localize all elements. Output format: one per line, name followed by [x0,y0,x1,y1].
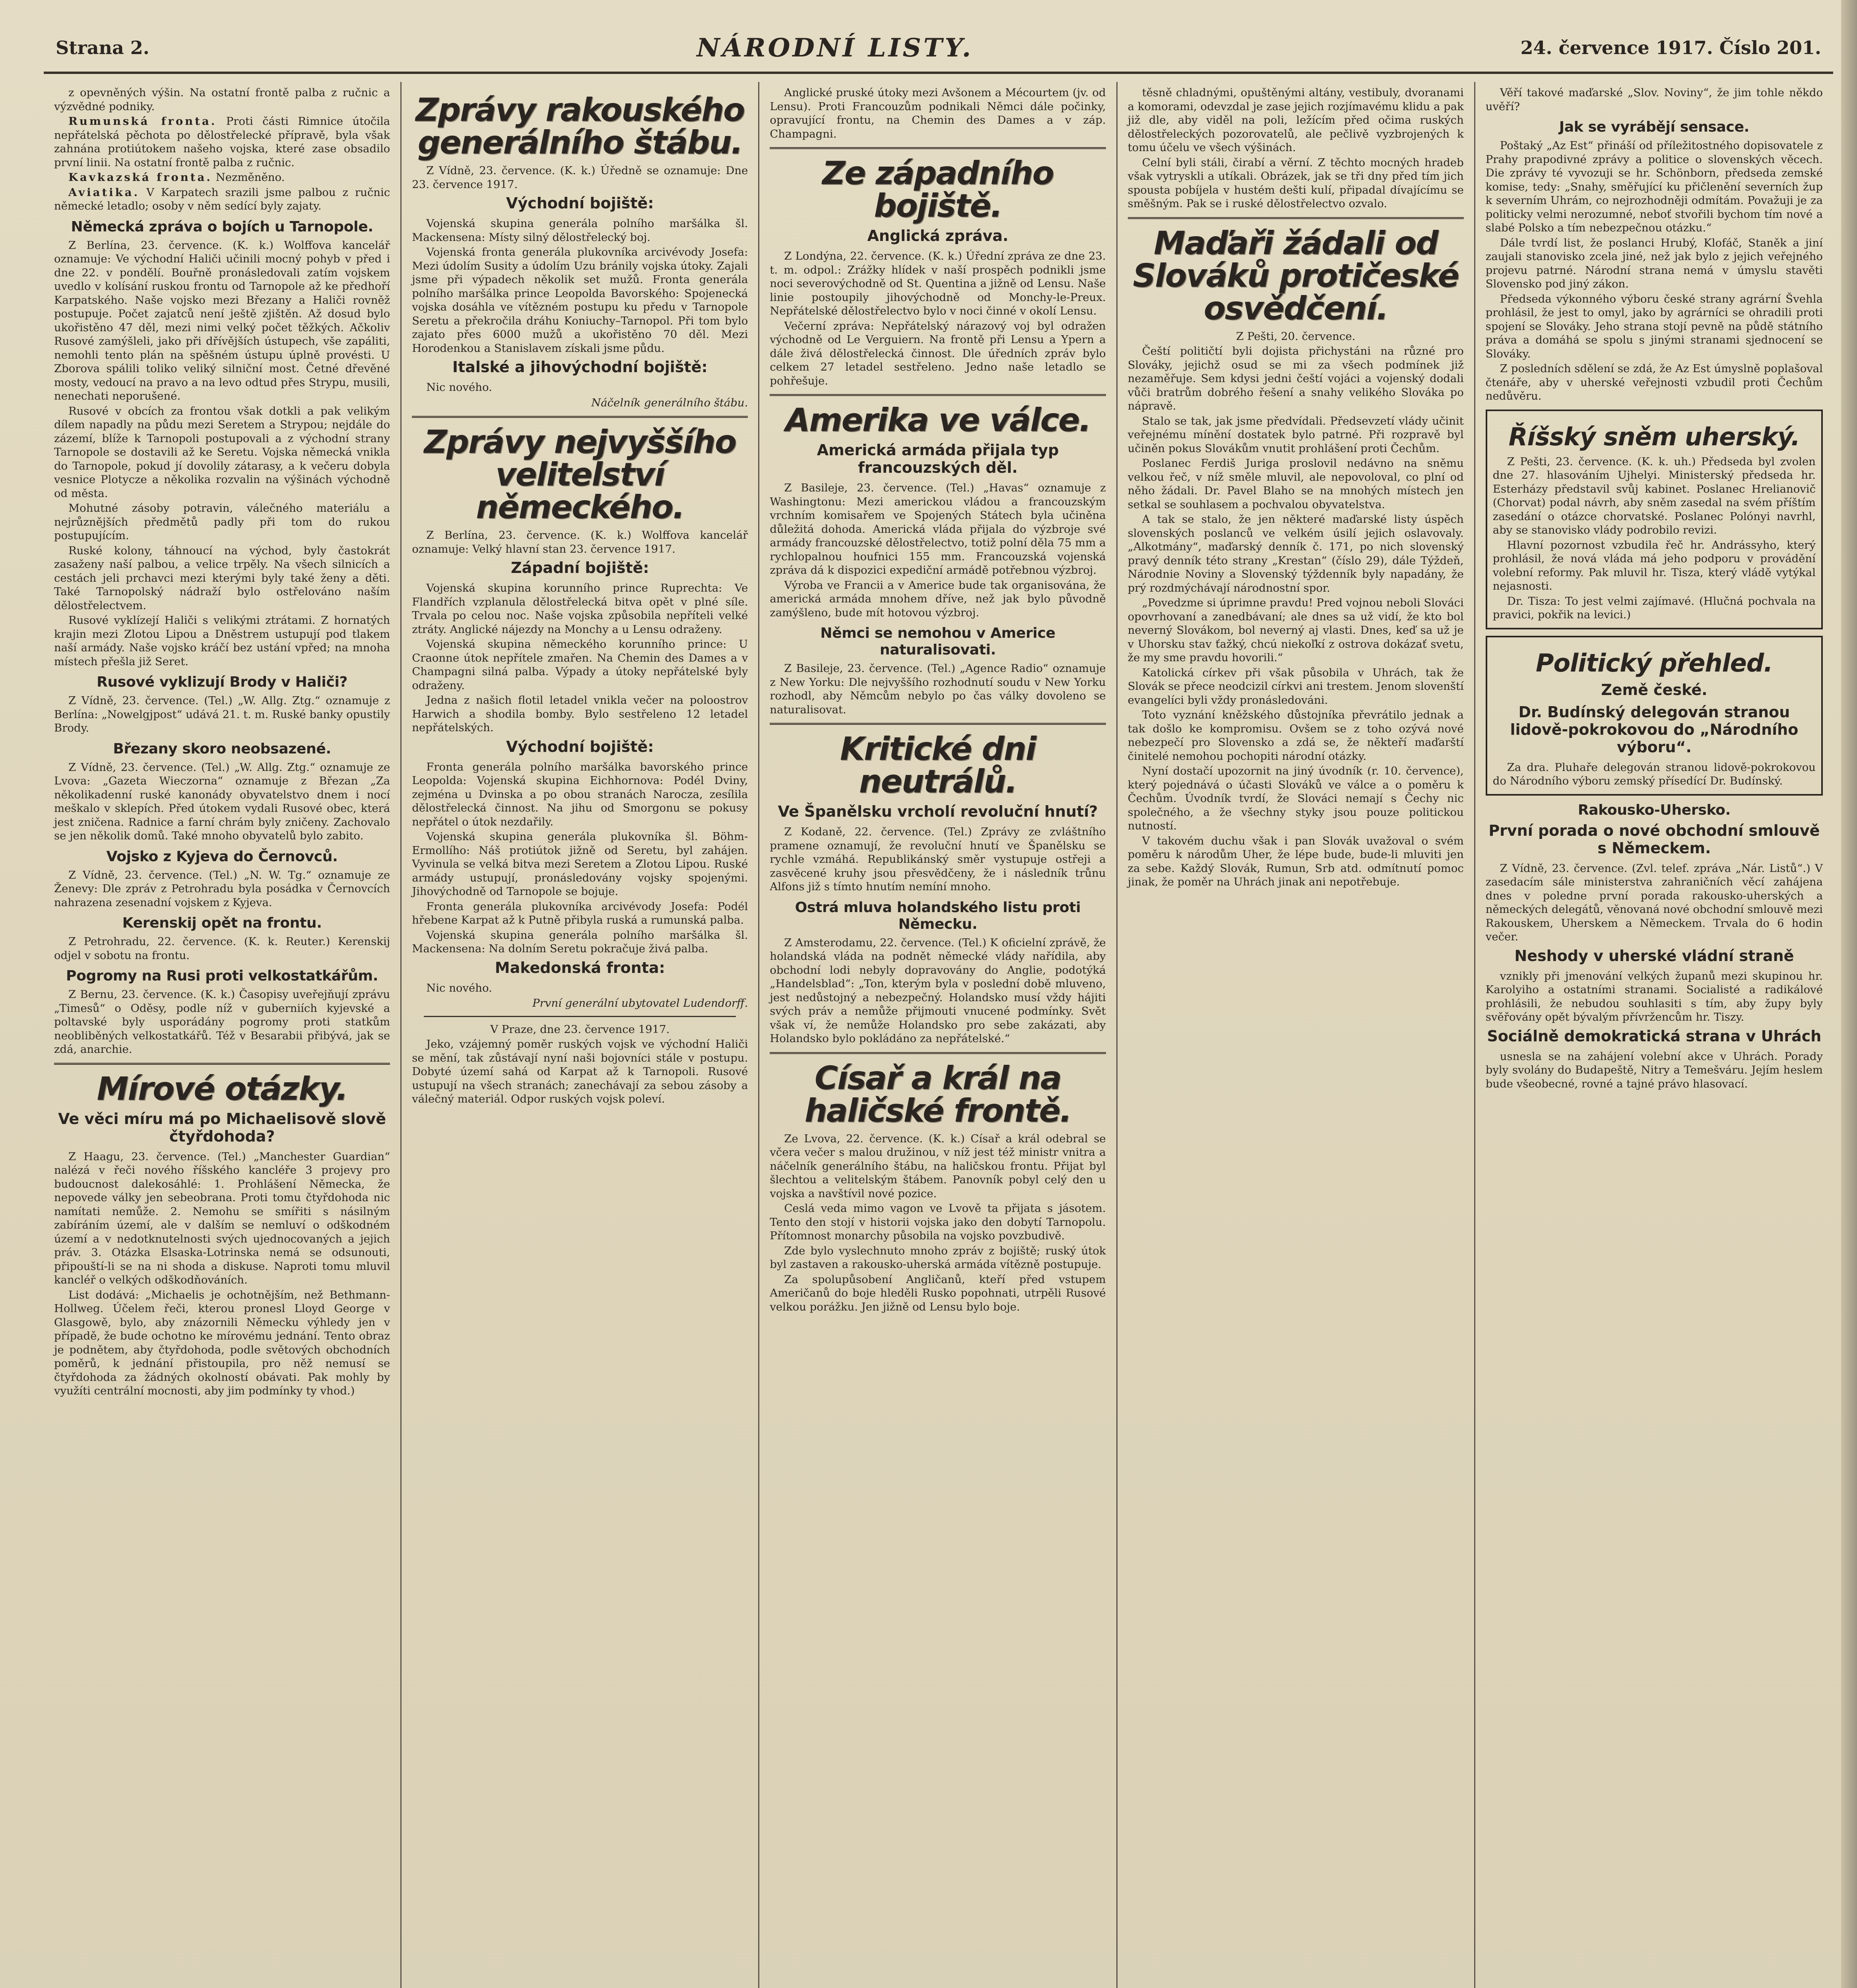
article-subheadline: Země české. [1601,681,1708,699]
article-text: Z Vídně, 23. července. (Tel.) „W. Allg. Ztg.“ oznamuje ze Lvova: „Gazeta Wieczorna“ oznamuje z Březan „Za několikadenní ruské kanonády obyvatelstvo dnem i nocí meškalo v sklepích. Před útokem vydali Rusové obec, která jest zničena. Radnice a farní chrám byly zničeny. Zachovalo se jen několik domů. Také mnoho obyvatelů bylo zabito. [54,761,390,842]
article-text: Z Amsterodamu, 22. července. (Tel.) K oficielní zprávě, že holandská vláda na podnět německé vlády nařídila, aby obchodní lodi nebyly dopravovány do Anglie, podotýká „Handelsblad“: „Ton, kterým byla v poslední době mluveno, jest nedůstojný a nebezpečný. Holandsko musí vždy hájiti svých práv a nemůže přijmouti vnucené podmínky. Svět však ví, že nemůže Holandsko pro sebe zakázati, aby Holandsko bylo pokládáno za nepřátelské.“ [770,936,1106,1045]
article-subheadline: Ve věci míru má po Michaelisově slově čtyřdohoda? [58,1110,386,1145]
article-text: Z Berlína, 23. července. (K. k.) Wolffova kancelář oznamuje: Ve východní Haliči učinili mocný pohyb v před i dne 22. v pondělí. Bouřně pronásledovali zatím vojskem uvedlo v kolísání ruskou frontu od Tarnopole až ke předhoří Karpatského. Naše vojsko mezi Březany a Haliči rovněž postupuje. Počet zajatců není ještě zjištěn. Až dosud bylo ukořistěno 47 děl, mezi nimi velký počet těžkých. Ačkoliv Rusové zamýšleli, jako při dřívějších ústupech, vše zapáliti, nemohli tento plán na spěšném ústupu úplně provésti. U Zborova spálili toliko veliký silniční most. Četné dřevěné mosty, vedoucí na pravo a na levo odtud přes Strypu, musili, nenechati neporušené. [54,239,390,402]
divider [424,1016,736,1017]
article-headline: Vojsko z Kyjeva do Černovců. [106,848,338,865]
article-headline: Němci se nemohou v Americe naturalisovati. [820,625,1056,658]
article-text: Rusové v obcích za frontou však dotkli a pak velikým dílem napadly na půdu mezi Seretem a Strypou; nejdále do zázemí, blíže k Tarnopoli postupovali a z východní strany Tarnopole se dostavili až ke Seretu. Vojska německá vnikla do Tarnopole, pokud jí dovolily zátarasy, a k večeru dobyla vesnice Plotycze a několika rozvalin na výšinách východně od města. [54,404,390,500]
article-text: z opevněných výšin. Na ostatní frontě palba z ručnic a výzvědné podniky. [54,86,390,113]
article-subheadline: Sociálně demokratická strana v Uhrách [1487,1027,1822,1045]
article-text: Z Basileje, 23. července. (Tel.) „Agence Radio“ oznamuje z New Yorku: Dle nejvyššího rozhodnutí soudu v New Yorku rozhodl, aby Němcům nebylo po čas války dovoleno se naturalisovat. [770,662,1106,716]
article-text: Za dra. Pluhaře delegován stranou lidově-pokrokovou do Národního výboru zemský přísedící Dr. Budínský. [1492,761,1816,787]
article-text: vznikly při jmenování velkých županů mezi skupinou hr. Karolyiho a ostatními stranami. Socialisté a radikálové prohlásili, že nebudou souhlasiti s tím, aby župy byly svěřovány opět bývalým přívržencům hr. Tiszy. [1485,969,1823,1023]
article-subheadline: Anglická zpráva. [867,227,1009,245]
article-text: Jeko, vzájemný poměr ruských vojsk ve východní Haliči se mění, tak zůstávají nyní naši bojovníci stále v postupu. Dobyté území sahá od Karpat až k Tarnopoli. Rusové ustupují na všech stranách; zanechávají za sebou zásoby a válečný materiál. Odpor ruských vojsk poleví. [412,1038,748,1105]
section-headline: Ze západního bojiště. [822,155,1054,224]
article-text: Výroba ve Francii a v Americe bude tak organisována, že americká armáda mnohem dříve, než jak bylo původně zamýšleno, bude mít hotovou výzbroj. [770,579,1106,619]
article-headline: Březany skoro neobsazené. [113,740,331,757]
article-text: těsně chladnými, opuštěnými altány, vestibuly, dvoranami a komorami, odevzdal je zase jejich rozjímavému klidu a pak již dle, aby viděl na poli, ležícím před očima ruských dělostřeleckých pozorovatelů, ale pečlivě vyzbrojených k tomu účelu ve všech výšinách. [1127,86,1464,154]
article-text: Večerní zpráva: Nepřátelský nárazový voj byl odražen východně od Le Verguiern. Na frontě při Lensu a Ypern a dále živá dělostřelecká činnost. Dle úředních zpráv bylo celkem 27 letadel sestřeleno. Jedno naše letadlo se pohřešuje. [770,319,1106,387]
front-heading: Italské a jihovýchodní bojiště: [452,358,708,376]
front-heading: Východní bojiště: [506,738,654,755]
article-text: Vojenská skupina německého korunního prince: U Craonne útok nepřítele zmařen. Na Chemin des Dames a v Champagni silná palba. Výpady a útoky nepřátelské byly odraženy. [412,638,748,692]
subheading: Kavkazská fronta. [68,171,212,184]
column-5 [1475,82,1833,1988]
article-text: Poštaký „Az Est“ přináší od příležitostného dopisovatele z Prahy prapodivné zprávy a politice o slovenských věcech. Die zprávy té vyvozuji se hr. Schönborn, předseda zemské komise, tedy: „Snahy, směřující ku přičlenění severních žup k severním Uhrám, co nejrozhodněji odmítám. Považuji je za politicky velmi nerozumné, neboť stvořili bychom tím nové a slabé Polsko a tím nebezpečnou otázku.“ [1485,139,1823,234]
article-text: Z Londýna, 22. července. (K. k.) Úřední zpráva ze dne 23. t. m. odpol.: Zrážky hlídek v naší prospěch podnikli jsme noci severovýchodně od St. Quentina a jižně od Lensu. Naše linie postoupily jihovýchodně od Monchy-le-Preux. Nepřátelské dělostřelectvo bylo v noci činné v okolí Lensu. [770,250,1106,317]
column-3 [759,82,1117,1988]
article-subheadline: Neshody v uherské vládní straně [1514,947,1794,965]
article-headline: Jak se vyrábějí sensace. [1559,119,1750,135]
section-headline: Zprávy rakouského generálního štábu. [415,91,745,161]
article-text [54,186,390,213]
divider [770,723,1106,725]
column-4 [1118,82,1475,1988]
page-edge [1841,0,1857,1988]
section-headline: Císař a král na haličské frontě. [804,1059,1071,1129]
article-text: Z Petrohradu, 22. července. (K. k. Reuter.) Kerenskij odjel v sobotu na frontu. [54,935,390,962]
article-text: Vojenská skupina generála plukovníka šl. Böhm-Ermollího: Náš protiútok jižně od Seretu, byl zahájen. Vyvinula se velká bitva mezi Seretem a Zlotou Lipou. Ruské armády ustupují, pronásledovány vojsky spojenými. Jihovýchodně od Tarnopole se bojuje. [412,830,748,898]
article-text: Vojenská skupina generála polního maršálka šl. Mackensena: Na dolním Seretu pokračuje živá palba. [412,928,748,955]
article-text: Z Pešti, 23. července. (K. k. uh.) Předseda byl zvolen dne 27. hlasováním Ujhelyi. Ministerský předseda hr. Esterházy představil svůj kabinet. Poslanec Hrelianovič (Chorvat) podal návrh, aby sněm zasedal na svém příštím zasedání o otázce chorvatské. Poslanec Polónyi navrhl, aby se stanovisko vlády podrobilo revizi. [1492,455,1816,536]
article-text: Z Haagu, 23. července. (Tel.) „Manchester Guardian“ nalézá v řeči nového říšského kancléře 3 projevy pro budoucnost dalekosáhlé: 1. Prohlášení Německa, že nepovede války jen sebeobrana. Proti tomu čtyřdohoda nic namítati nemůže. 2. Nemohu se smířiti s násilným zabíráním území, ale v dalším se nemluví o odškodném území a v nedotknutelnosti svých ujednocovaných a jejich práv. 3. Otázka Elsaska-Lotrinska nemá se odsunouti, připouští-li se na ni shoda a diskuse. Naproti tomu mluvil kancléř o velkých odškodňováních. [54,1150,390,1286]
article-headline: Ostrá mluva holandského listu proti Německu. [795,899,1081,932]
issue-date: 24. července 1917. Číslo 201. [1520,37,1821,58]
section-headline: Zprávy nejvyššího velitelství německého. [424,423,736,526]
article-text: Fronta generála plukovníka arcivévody Josefa: Podél hřebene Karpat až k Putně přibyla ruská a rumunská palba. [412,900,748,926]
signature: Náčelník generálního štábu. [591,396,748,409]
article-text: Hlavní pozornost vzbudila řeč hr. Andrássyho, který prohlásil, že nová vláda má jeho podporu v provádění volební reformy. Pak mluvil hr. Tisza, který vládě vytýkal nejasnosti. [1492,538,1816,592]
article-text: Toto vyznání kněžského důstojníka převrátilo jednak a tak došlo ke kompromisu. Ovšem se z toho ozývá nové nebezpečí pro Slovensko a zdá se, že někteří maďarští činitelé nemohou pochopiti národní otázky. [1127,709,1464,763]
article-text: Anglické pruské útoky mezi Avšonem a Mécourtem (jv. od Lensu). Proti Francouzům podnikali Němci dále počinky, opravující frontu, na Chemin des Dames a v záp. Champagni. [770,86,1106,140]
article-text: Nezměněno. [215,171,285,184]
article-text: Rusové vyklízejí Haliči s velikými ztrátami. Z hornatých krajin mezi Zlotou Lipou a Dněstrem ustupují pod tlakem naší armády. Naše vojsko kráčí bez ustání vpřed; na mnoha místech přešla již Seret. [54,614,390,668]
front-heading: Východní bojiště: [506,194,654,212]
article-text: Čeští političtí byli dojista přichystáni na různé pro Slováky, jejichž osud se mi za všech podmínek již nezaměřuje. Sem kdysi jedni čeští vojáci a vojenský dodali vůči bratrům dobrého řešení a snahy velikého Slováka po nápravě. [1127,345,1464,412]
article-subheadline: První porada o nové obchodní smlouvě s Německem. [1488,821,1820,857]
article-text: Z Vídně, 23. července. (Zvl. telef. zpráva „Nár. Listů“.) V zasedacím sále ministerstva zahraničních věcí zahájena dnes v poledne první porada rakousko-uherských a německých delegátů, věnovaná nové obchodní smlouvě mezi Rakouskem, Uherskem a Německem. Trvala do 6 hodin večer. [1485,862,1823,943]
article-text: Katolická církev při však působila v Uhrách, tak že Slovák se přece neodcizil církvi ani trestem. Jenom slovenští evangelíci byli vždy pronásledováni. [1127,666,1464,707]
article-text [54,115,390,169]
article-text: Dále tvrdí list, že poslanci Hrubý, Klofáč, Staněk a jiní zaujali stanovisko zcela jiné, než jak bylo z jejich veřejného projevu patrné. Národní strana nemá v úmyslu stavěti Slovensko pod jiný zákon. [1485,236,1823,290]
divider [770,1052,1106,1054]
article-text: Z Vídně, 23. července. (Tel.) „N. W. Tg.“ oznamuje ze Ženevy: Dle zpráv z Petrohradu byla posádka v Černovcích nahrazena zesenadní vojskem z Kyjeva. [54,868,390,909]
article-text: V takovém duchu však i pan Slovák uvažoval o svém poměru k národům Uher, že lépe bude, bude-li mluviti jen za sebe. Každý Slovák, Rumun, Srb atd. odmítnutí pomoc jinak, že poměr na Uhrách jinak ani nepotřebuje. [1127,834,1464,888]
divider [770,147,1106,149]
article-text: Ruské kolony, táhnoucí na východ, byly častokrát zasaženy naší palbou, a velice trpěly. Na všech silnicích a cestách jeli prchavci mezi kterými byly také ženy a děti. Také Tarnopolský nádraží bylo ostřelováno naším dělostřelectvem. [54,544,390,612]
masthead: NÁRODNÍ LISTY. [697,33,974,63]
boxed-article [1486,410,1823,629]
article-text: Dr. Tisza: To jest velmi zajímavé. (Hlučná pochvala na pravici, pokřik na levici.) [1492,594,1816,621]
section-headline: Politický přehled. [1536,648,1773,678]
article-text: usnesla se na zahájení volební akce v Uhrách. Porady byly svolány do Budapeště, Nitry a Temešváru. Jejím heslem bude všeobecné, rovné a tajné právo hlasovací. [1485,1050,1823,1090]
article-subheadline: Dr. Budínský delegován stranou lidově-pokrokovou do „Národního výboru“. [1510,703,1799,756]
section-headline: Maďaři žádali od Slováků protičeské osvědčení. [1133,224,1459,327]
article-text: Poslanec Ferdiš Juriga proslovil nedávno na sněmu velkou řeč, v níž směle mluvil, ale nepovoloval, co plní od něho žádali. Dr. Pavel Blaho se na mnohých místech jen setkal se souhlasem a pochvalou obyvatelstva. [1127,457,1464,511]
article-text: Zde bylo vyslechnuto mnoho zpráv z bojiště; ruský útok byl zastaven a rakousko-uherská armáda vítězně postupuje. [770,1244,1106,1271]
article-text: Vojenská skupina korunního prince Ruprechta: Ve Flandřích vzplanula dělostřelecká bitva opět v plné síle. Trvala po celou noc. Naše vojska způsobila nepříteli velké ztráty. Anglické nájezdy na Monchy a u Lensu odraženy. [412,582,748,636]
divider [1128,217,1464,219]
subheading: Rumunská fronta. [68,115,217,128]
article-text: Nic nového. [426,381,492,394]
article-text: Celní byli stáli, čirabí a věrní. Z těchto mocných hradeb však vytryskli a utíkali. Obrázek, jak se tři dny před tím jich spousta pobíjela v hustém dešti kulí, připadal dívajícímu se směšným. Pak se i ruské dělostřelectvo ozvalo. [1127,156,1464,210]
article-headline: Rakousko-Uhersko. [1578,802,1731,818]
front-heading: Makedonská fronta: [495,959,665,977]
article-text: Z posledních sdělení se zdá, že Az Est úmyslně poplašoval čtenáře, aby v uherské veřejnosti vzbudil proti Čechům nedůvěru. [1485,362,1823,402]
subheading: Aviatika. [68,186,140,199]
article-headline: Kerenskij opět na frontu. [122,915,322,931]
section-headline: Amerika ve válce. [785,402,1091,439]
section-headline: Říšský sněm uherský. [1508,422,1800,451]
article-text: A tak se stalo, že jen některé maďarské listy úspěch slovenských poslanců ve velkém úsilí jejich oslavovaly. „Alkotmány“, maďarský denník č. 171, po nich slovenský pravý denník této strany „Krestan“ (číslo 29), dále Týždeň, Národnie Noviny a Slovenský týždenník byly napadány, že prý rozdmýchávají národnostní spor. [1127,513,1464,594]
dateline: Z Pešti, 20. července. [1236,330,1356,343]
article-text: Z Basileje, 23. července. (Tel.) „Havas“ oznamuje z Washingtonu: Mezi americkou vládou a francouzským vrchním komisařem ve Spojených Státech byla učiněna důležitá dohoda. Americká vláda přijala do výzbroje své armády francouzské dělostřelectvo, totiž polní děla 75 mm a rychlopalnou houfnici 155 mm. Francouzská vojenská zpráva dá k dispozici expediční armádě potřebnou výzbroj. [770,481,1106,577]
article-text: Z Berlína, 23. července. (K. k.) Wolffova kancelář oznamuje: Velký hlavní stan 23. července 1917. [412,529,748,555]
article-text: Vojenská skupina generála polního maršálka šl. Mackensena: Místy silný dělostřelecký boj. [412,217,748,244]
divider [770,394,1106,396]
page-number: Strana 2. [56,37,149,58]
column-1 [44,82,402,1988]
page-header [44,24,1833,74]
article-text: Z Kodaně, 22. července. (Tel.) Zprávy ze zvláštního pramene oznamují, že revoluční hnutí ve Španělsku se rychle vzmáhá. Republikánský směr vystupuje ostřeji a zasvěcené kruhy jsou přesvědčeny, že i následník trůnu Alfons již s tímto hnutím nemíní mnoho. [770,825,1106,893]
article-text: Ze Lvova, 22. července. (K. k.) Císař a král odebral se včera večer s malou družinou, v níž jest též ministr vnitra a náčelník generálního štábu, na haličskou frontu. Přijat byl šlechtou a velitelským štábem. Panovník pobyl celý den u vojska a navštívil nové pozice. [770,1132,1106,1200]
section-headline: Kritické dni neutrálů. [840,730,1036,800]
section-headline: Mírové otázky. [97,1070,347,1107]
article-headline: Pogromy na Rusi proti velkostatkářům. [66,968,378,984]
column-2 [402,82,759,1988]
article-text: Ceslá veda mimo vagon ve Lvově ta přijata s jásotem. Tento den stojí v historii vojska jako den dobytí Tarnopolu. Přítomnost monarchy působila na vojsko povzbudivě. [770,1202,1106,1242]
divider [412,416,748,418]
article-text: Věří takové maďarské „Slov. Noviny“, že jim tohle někdo uvěří? [1485,86,1823,113]
article-text: Fronta generála polního maršálka bavorského prince Leopolda: Vojenská skupina Eichhornova: Podél Dviny, zejména u Dvinska a po obou stranách Narocza, zesílila dělostřelecká činnost. Na jihu od Smorgonu se pokusy nepřátel o útok nezdařily. [412,760,748,828]
article-text: Z Vídně, 23. července. (K. k.) Úředně se oznamuje: Dne 23. července 1917. [412,164,748,191]
article-subheadline: Ve Španělsku vrcholí revoluční hnutí? [778,803,1098,820]
dateline: V Praze, dne 23. července 1917. [490,1023,670,1036]
article-subheadline: Americká armáda přijala typ francouzských děl. [817,441,1059,476]
article-headline: Rusové vyklizují Brody v Haliči? [97,674,348,690]
article-text: Jedna z našich flotil letadel vnikla večer na poloostrov Harwich a shodila bomby. Bylo sestřeleno 12 letadel nepřátelských. [412,694,748,734]
front-heading: Západní bojiště: [510,559,649,577]
article-text: V Karpatech srazili jsme palbou z ručnic německé letadlo; osoby v něm sedící byly zajaty. [54,186,390,212]
columns [44,82,1833,1988]
article-text: Z Vídně, 23. července. (Tel.) „W. Allg. Ztg.“ oznamuje z Berlína: „Nowelgjpost“ udává 21. t. m. Ruské banky opustily Brody. [54,694,390,734]
article-text: Mohutné zásoby potravin, válečného materiálu a nejrůznějších předmětů padly při tom do rukou postupujícím. [54,502,390,542]
article-text: Nyní dostačí upozornit na jiný úvodník (r. 10. července), který pojednává o účasti Slováků ve válce a o poměru k Čechům. Úvodník tvrdí, že Slováci nemají s Čechy nic společného, a že všechny styky jsou pouze politickou nutností. [1127,765,1464,832]
article-text: Proti části Rimnice útočila nepřátelská pěchota po dělostřelecké přípravě, byla však zahnána protiútokem našeho vojska, které zase obsadilo první linii. Na ostatní frontě palba z ručnic. [54,115,390,169]
article-text [54,171,390,184]
article-text: „Povedzme si úprimne pravdu! Pred vojnou neboli Slováci opovrhovaní a zanedbávaní; ale dnes sa už vidí, že kto bol neverný Slovákom, bol neverný aj vlasti. Dnes, keď sa už je v Uhorsku stav ťažký, chcú niekoľkí z ostrova dokázať svetu, že my sme pravdu hovorili.“ [1127,596,1464,664]
article-text: Předseda výkonného výboru české strany agrární Švehla prohlásil, že jest to omyl, jako by agrárníci se ohradili proti spojení se Slováky. Jeho strana stojí pevně na půdě státního práva a domáhá se spolu s jinými stranami sjednocení se Slováky. [1485,292,1823,360]
article-headline: Německá zpráva o bojích u Tarnopole. [71,218,373,235]
article-text: Vojenská fronta generála plukovníka arcivévody Josefa: Mezi údolím Susity a údolím Uzu bránily vojska útoky. Zajali jsme při výpadech několik set mužů. Fronta generála polního maršálka prince Leopolda Bavorského: Spojenecká vojska dosáhla ve vítězném postupu ku předu v Tarnopole Seretu a překročila dráhu Koniuchy–Tarnopol. Při tom bylo zajato přes 6000 mužů a ukořistěno 70 děl. Mezi Horodenkou a Stanislavem získali jsme půdu. [412,246,748,355]
article-text: Za spolupůsobení Angličanů, kteří před vstupem Američanů do boje hleděli Rusko popohnati, utrpěli Rusové velkou porážku. Jen jižně od Lensu bylo boje. [770,1273,1106,1313]
article-text: Z Bernu, 23. července. (K. k.) Časopisy uveřejňují zprávu „Timesů“ o Oděsy, podle níž v guberniích kyjevské a poltavské byly usporádány pogromy proti statkům neobliběných velkostatkářů. Též v Besarabii přibývá, jak se zdá, anarchie. [54,988,390,1056]
article-text: List dodává: „Michaelis je ochotnějším, než Bethmann-Hollweg. Účelem řeči, kterou pronesl Lloyd George v Glasgowě, bylo, aby znázornili Německu výhledy jen v případě, že bude ochotno ke mírovému jednání. Tento obraz je podnětem, aby čtyřdohoda, podle světových obchodních poměrů, k jednání přistoupila, pro něž nemusí se čtyřdohoda za žádných okolností obávati. Pak mohly by využíti centrální mocnosti, aby jim podmínky ty vhod.) [54,1288,390,1397]
signature: První generální ubytovatel Ludendorff. [532,997,748,1010]
divider [54,1063,390,1065]
article-text: Nic nového. [426,981,492,994]
article-text: Stalo se tak, jak jsme předvídali. Předsevzetí vlády učinit veřejnému mínění dostatek bylo patrné. Při rozpravě byl učiněn pokus Slovákům vnutit prohlášení proti Čechům. [1127,414,1464,455]
boxed-article [1486,636,1823,796]
